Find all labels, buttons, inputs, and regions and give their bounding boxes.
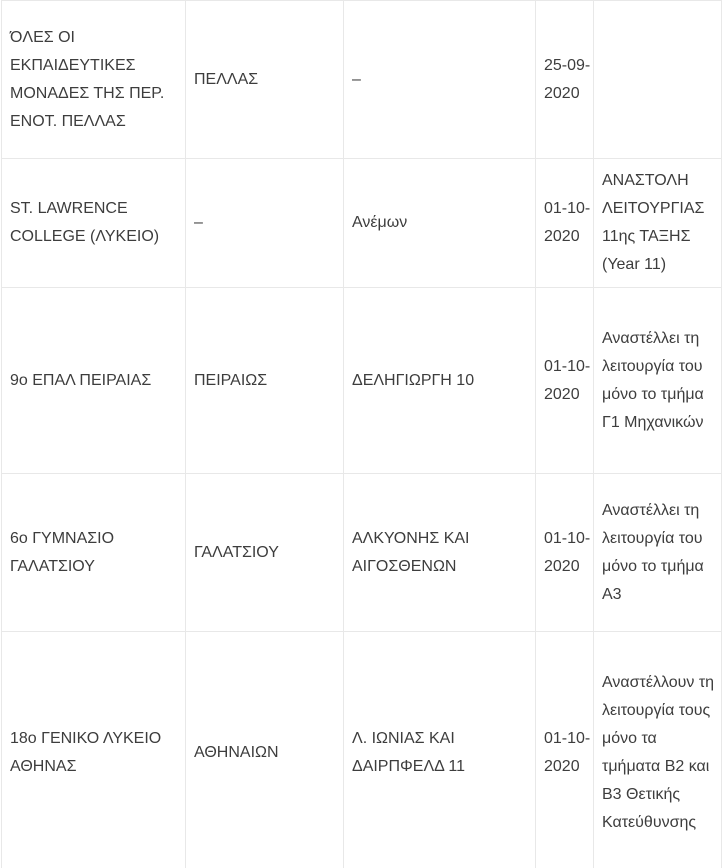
address-cell xyxy=(344,159,536,288)
table-row xyxy=(2,1,722,159)
school-name: 9ο ΕΠΑΛ ΠΕΙΡΑΙΑΣ xyxy=(10,371,152,389)
address: – xyxy=(352,70,361,88)
school-name: ST. LAWRENCE COLLEGE (ΛΥΚΕΙΟ) xyxy=(10,200,160,245)
municipality: ΓΑΛΑΤΣΙΟΥ xyxy=(194,543,279,561)
date-cell xyxy=(536,632,594,868)
notes-cell xyxy=(594,474,722,632)
notes-cell xyxy=(594,159,722,288)
school-name-cell xyxy=(2,632,186,868)
notes: Αναστέλλει τη λειτουργία του μόνο το τμήμα Α3 xyxy=(602,501,704,603)
date: 25-09-2020 xyxy=(544,56,591,102)
municipality: ΠΕΛΛΑΣ xyxy=(194,70,259,88)
date-cell xyxy=(536,288,594,474)
address-cell xyxy=(344,1,536,159)
municipality-cell xyxy=(186,632,344,868)
address-cell xyxy=(344,288,536,474)
municipality-cell xyxy=(186,159,344,288)
school-name: ΌΛΕΣ ΟΙ ΕΚΠΑΙΔΕΥΤΙΚΕΣ ΜΟΝΑΔΕΣ ΤΗΣ ΠΕΡ. ΕΝΟΤ. ΠΕΛΛΑΣ xyxy=(10,28,165,130)
date: 01-10-2020 xyxy=(544,529,591,575)
date: 01-10-2020 xyxy=(544,357,591,403)
table-row xyxy=(2,632,722,868)
municipality: ΑΘΗΝΑΙΩΝ xyxy=(194,743,279,761)
notes: Αναστέλλουν τη λειτουργία τους μόνο τα τμήματα Β2 και Β3 Θετικής Κατεύθυνσης xyxy=(602,673,715,831)
school-name: 6ο ΓΥΜΝΑΣΙΟ ΓΑΛΑΤΣΙΟΥ xyxy=(10,529,115,575)
municipality: ΠΕΙΡΑΙΩΣ xyxy=(194,371,268,389)
municipality-cell xyxy=(186,1,344,159)
school-name-cell xyxy=(2,288,186,474)
date-cell xyxy=(536,1,594,159)
notes: ΑΝΑΣΤΟΛΗ ΛΕΙΤΟΥΡΓΙΑΣ 11ης ΤΑΞΗΣ (Year 11) xyxy=(602,172,705,273)
address: Ανέμων xyxy=(352,214,408,231)
notes-cell xyxy=(594,288,722,474)
address: Λ. ΙΩΝΙΑΣ ΚΑΙ ΔΑΙΡΠΦΕΛΔ 11 xyxy=(352,729,466,775)
table-row xyxy=(2,288,722,474)
address-cell xyxy=(344,474,536,632)
school-name: 18ο ΓΕΝΙΚΟ ΛΥΚΕΙΟ ΑΘΗΝΑΣ xyxy=(10,729,162,775)
address-cell xyxy=(344,632,536,868)
notes-cell xyxy=(594,1,722,159)
school-name-cell xyxy=(2,159,186,288)
address: ΔΕΛΗΓΙΩΡΓΗ 10 xyxy=(352,371,475,389)
municipality-cell xyxy=(186,474,344,632)
date-cell xyxy=(536,474,594,632)
date: 01-10-2020 xyxy=(544,729,591,775)
table-row xyxy=(2,159,722,288)
school-name-cell xyxy=(2,474,186,632)
notes: Αναστέλλει τη λειτουργία του μόνο το τμήμα Γ1 Μηχανικών xyxy=(602,329,704,431)
municipality-cell xyxy=(186,288,344,474)
municipality: – xyxy=(194,214,203,231)
school-name-cell xyxy=(2,1,186,159)
school-closures-table xyxy=(1,0,722,868)
address: ΑΛΚΥΟΝΗΣ ΚΑΙ ΑΙΓΟΣΘΕΝΩΝ xyxy=(352,529,470,575)
date-cell xyxy=(536,159,594,288)
notes-cell xyxy=(594,632,722,868)
table-row xyxy=(2,474,722,632)
date: 01-10-2020 xyxy=(544,200,591,245)
